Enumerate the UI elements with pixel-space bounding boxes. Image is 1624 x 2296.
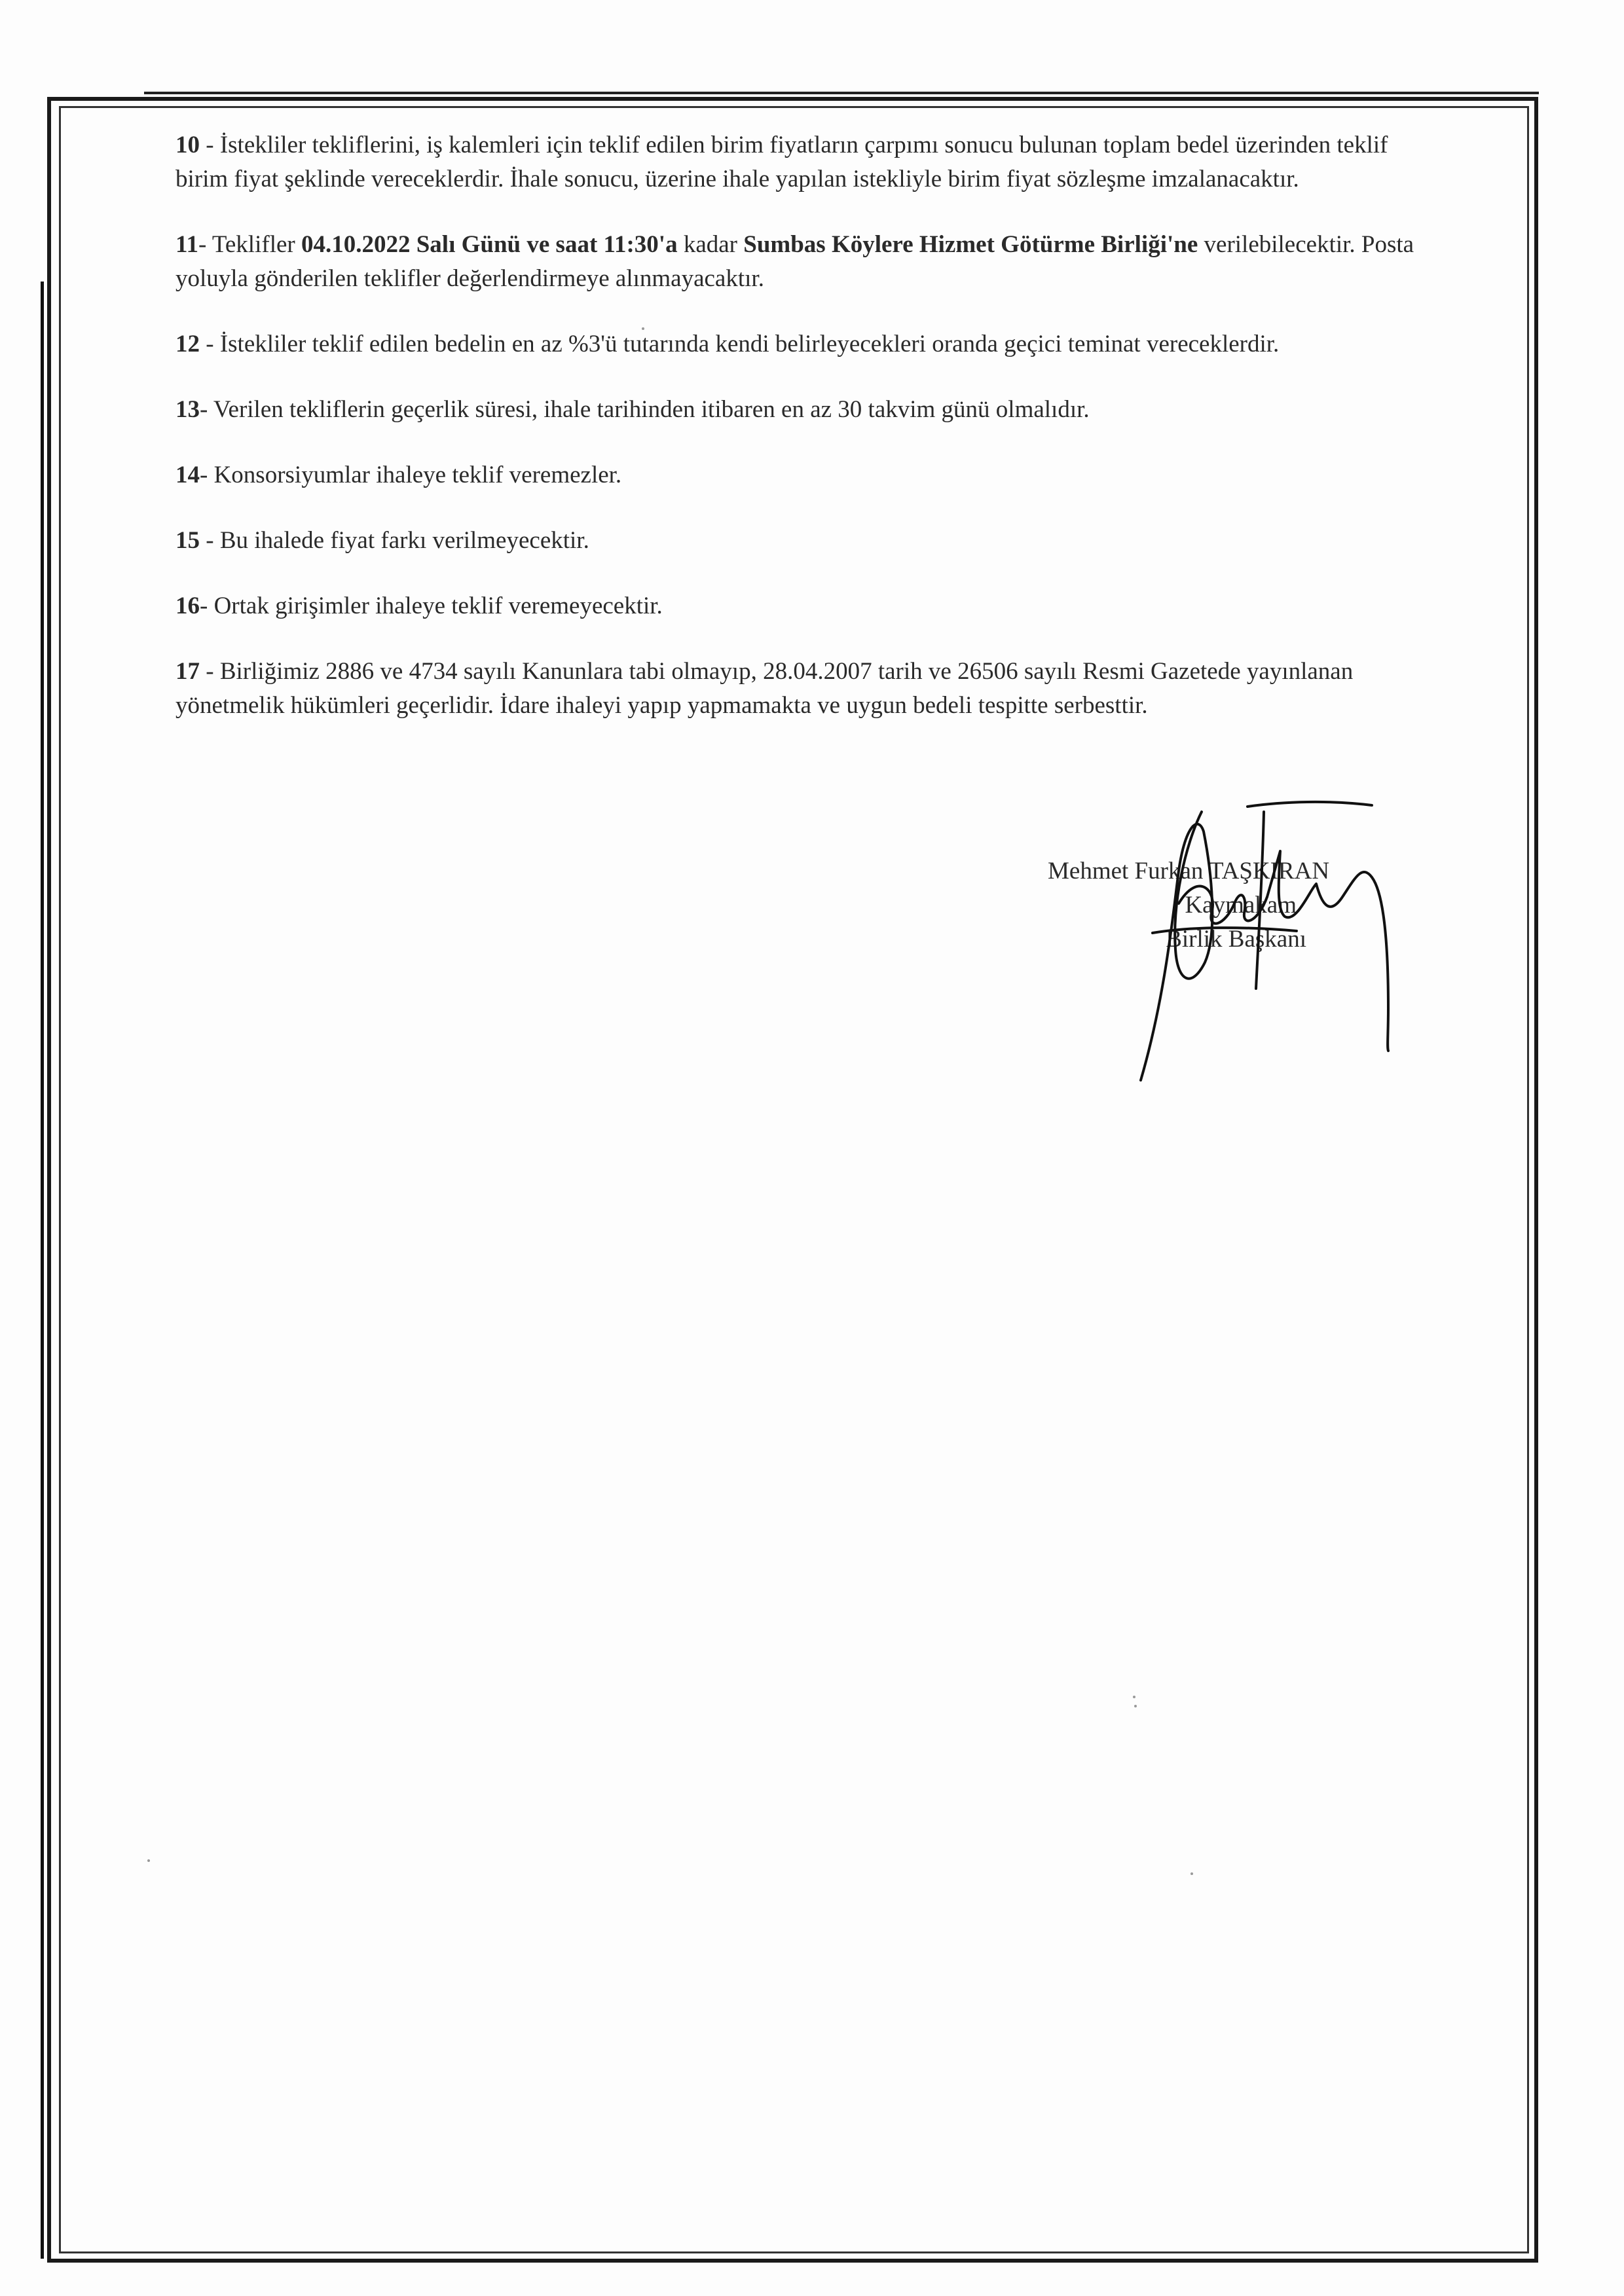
clause-14: [175, 458, 1420, 492]
clause-text: - İstekliler teklif edilen bedelin en az %3'ü tutarında kendi belirleyecekleri oranda geçici teminat vereceklerdir.: [200, 331, 1280, 357]
clause-text: - Konsorsiyumlar ihaleye teklif veremezler.: [200, 462, 622, 488]
deadline-date: 04.10.2022 Salı Günü ve saat 11:30'a: [301, 231, 678, 258]
signatory-title: Kaymakam: [1185, 892, 1297, 919]
clause-text: - Verilen tekliflerin geçerlik süresi, ihale tarihinden itibaren en az 30 takvim günü olmalıdır.: [200, 396, 1090, 423]
clause-13: [175, 393, 1420, 427]
clause-text: - İstekliler tekliflerini, iş kalemleri için teklif edilen birim fiyatların çarpımı sonucu bulunan toplam bedel üzerinden teklif birim fiyat şeklinde vereceklerdir. İhale sonucu, üzerine ihale yapılan istekliyle birim fiyat sözleşme imzalanacaktır.: [175, 132, 1394, 192]
clause-17: [175, 655, 1420, 723]
clause-text: - Birliğimiz 2886 ve 4734 sayılı Kanunlara tabi olmayıp, 28.04.2007 tarih ve 26506 sayılı Resmi Gazetede yayınlanan yönetmelik hükümleri geçerlidir. İdare ihaleyi yapıp yapmamakta ve uygun bedeli tespitte serbesttir.: [175, 658, 1359, 719]
organization-name: Sumbas Köylere Hizmet Götürme Birliği'ne: [743, 231, 1198, 258]
handwritten-signature-icon: [1113, 792, 1414, 1093]
clause-15: [175, 524, 1420, 558]
clause-text: - Teklifler: [198, 231, 301, 258]
clause-number: 17: [175, 658, 200, 685]
page-border-top-line: [144, 92, 1539, 94]
clause-number: 16: [175, 592, 200, 619]
clause-text: kadar: [677, 231, 744, 258]
clause-number: 11: [175, 231, 198, 258]
clause-number: 13: [175, 396, 200, 423]
signatory-role: Birlik Başkanı: [1166, 926, 1306, 953]
document-body: [175, 128, 1420, 754]
clause-number: 10: [175, 132, 200, 158]
clause-text: - Ortak girişimler ihaleye teklif veremeyecektir.: [200, 592, 663, 619]
clause-number: 14: [175, 462, 200, 488]
clause-number: 15: [175, 527, 200, 554]
clause-text: verilebilecektir. Posta yoluyla gönderilen teklifler değerlendirmeye alınmayacaktır.: [175, 231, 1420, 292]
clause-12: [175, 327, 1420, 361]
page-border-left-line: [41, 282, 44, 2259]
clause-16: [175, 589, 1420, 623]
signatory-name: Mehmet Furkan TAŞKIRAN: [1048, 858, 1330, 884]
clause-10: [175, 128, 1420, 196]
clause-number: 12: [175, 331, 200, 357]
clause-text: - Bu ihalede fiyat farkı verilmeyecektir.: [200, 527, 589, 554]
clause-11: [175, 228, 1420, 296]
